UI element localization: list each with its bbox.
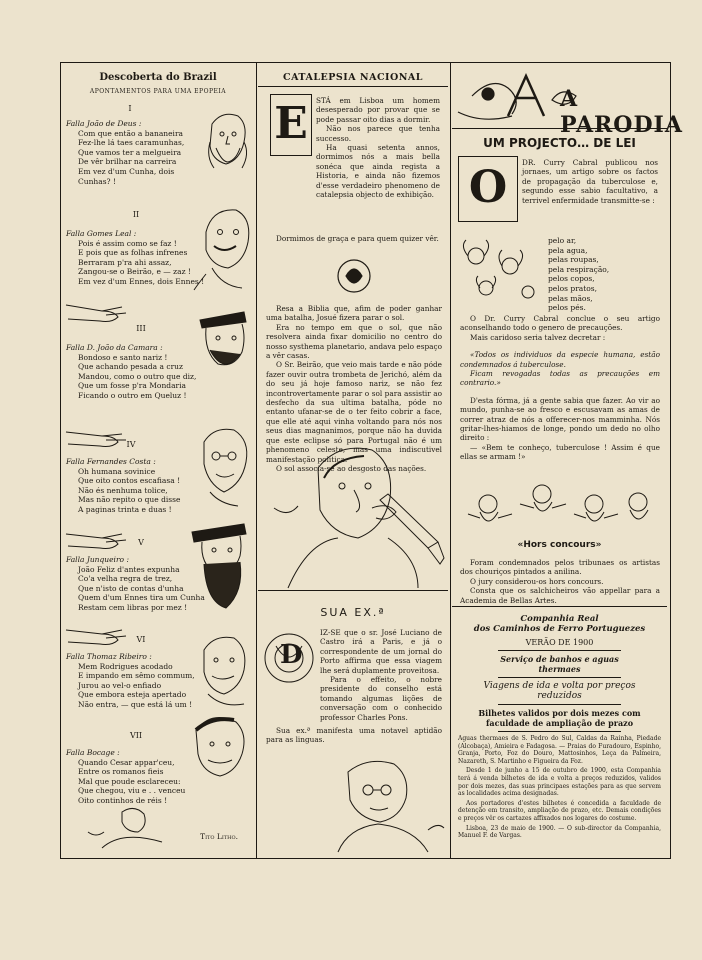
stanza-number: II — [132, 210, 140, 219]
verse-line: Restam cem libras por mez ! — [78, 602, 188, 612]
stanza-1 — [66, 104, 194, 186]
ad-text: Aos portadores d'estes bilhetes é concedida a faculdade de detenção em transito, ampliação de prazo, etc. Demais condições e preços vêr os cartazes affixados nos logares do costume. — [458, 799, 661, 822]
verse-line: Em vez d'um Cunha, dois Cunhas? ! — [78, 166, 175, 186]
list-item: pelos pés. — [548, 303, 586, 313]
verse-line: Que chegou, viu e . . venceu — [78, 786, 186, 796]
verse-line: Mas não repito o que disse — [78, 495, 181, 505]
verse-line: Zangou-se o Beirão, e — zaz ! — [78, 267, 191, 277]
column-descoberta — [62, 62, 254, 857]
stanza-speaker: Falla Fernandes Costa : — [66, 457, 156, 466]
article-intro — [316, 96, 440, 199]
dropcap: D — [280, 640, 303, 670]
verse-line: Co'a velha regra de trez, — [78, 574, 173, 584]
ad-text: Lisboa, 23 de maio de 1900. — O sub-director da Companhia, Manuel F. de Vargas. — [458, 824, 661, 840]
list-item: pela respiração, — [548, 264, 610, 274]
dropcap-frame — [270, 94, 312, 156]
pointing-hand-icon — [62, 422, 132, 452]
list-item: pela agua, — [548, 245, 588, 255]
paragraph: O Sr. Beirão, que veio mais tarde e não póde fazer ouvir outra trombeta de Jerichó, além da do seu já hoje famoso nariz, se não fez incontrovertamente parar o sol para assistir ao desfecho da sua ultima batalha, póde no entanto ufanar-se de o ter feito cobrir a face, que elle até aqui vinha voltando para nós nos seus dias magnanimos, porque não ha duvida que este eclipse só para Portugal não é um phenomeno celeste, mas uma indiscutivel manifestação politica. — [266, 360, 442, 464]
decree-text: «Todos os individuos da especie humana, estão condemnados á tuberculose. — [460, 350, 660, 369]
hors-concours-body — [460, 558, 660, 605]
list-item: pelo ar, — [548, 236, 577, 245]
pointing-hand-icon — [62, 620, 132, 650]
caricature-man-with-trumpet — [268, 438, 444, 588]
verse-line: Que vamos ter a melgueira — [78, 147, 182, 157]
projecto-body — [460, 314, 660, 462]
column-catalepsia — [258, 62, 448, 857]
list-item: pelas roupas, — [548, 255, 599, 265]
verse-line: Mal que poude esclareceu: — [78, 776, 181, 786]
verse-line: Ficando o outro em Queluz ! — [78, 390, 187, 400]
stanza-2 — [66, 210, 206, 287]
article-body-1 — [266, 234, 442, 243]
dropcap: E — [274, 98, 308, 149]
article-title: CATALEPSIA NACIONAL — [283, 72, 423, 83]
masthead-rule — [452, 128, 667, 129]
verse-line: Quando Cesar appar'ceu, — [78, 757, 175, 767]
section-rule — [258, 590, 448, 591]
caricature-fernandes-costa — [190, 422, 254, 512]
caricature-gomes-leal — [192, 202, 254, 292]
stanza-speaker: Falla Gomes Leal : — [66, 229, 137, 238]
ad-divider — [498, 704, 621, 705]
verse-line: Entre os romanos fieis — [78, 767, 164, 777]
ad-trips: Viagens de ida e volta por preços reduzidos — [483, 681, 636, 701]
ad-text: Desde 1 de junho a 15 de outubro de 1900, esta Companhia terá á venda bilhetes de ida e volta a preços reduzidos, validos por dois mezes, das suas principaes estações para as que servem as localidades acima designadas. — [458, 767, 661, 798]
verse-line: Oito continhos de réis ! — [78, 795, 168, 805]
column-parodia — [452, 62, 683, 857]
sua-ex-body — [266, 726, 442, 745]
ad-text: Aguas thermaes de S. Pedro do Sul, Caldas da Rainha, Piedade (Alcobaça), Amieira e Fadagosa. — Praias do Furadouro, Espinho, Granja, Porto, Foz do Douro, Mattosinhos, Leça da Palmeira, Nazareth, S. Martinho e Figueira da Foz. — [458, 735, 661, 765]
dropcap-frame — [458, 156, 518, 222]
verse-line: Jurou ao vel-o enfiado — [78, 680, 162, 690]
verse-line: Que embora esteja apertado — [78, 690, 187, 700]
verse-line: Berraram p'ra ahi assaz, — [78, 257, 172, 267]
verse-line: Não és nenhuma tolice, — [78, 485, 168, 495]
caricature-junqueiro — [186, 512, 254, 612]
caricature-joao-da-camara — [190, 302, 254, 392]
verse-line: Que achando pesada a cruz — [78, 362, 183, 372]
stanza-speaker: Falla Bocage : — [66, 748, 120, 757]
title-rule — [258, 86, 448, 87]
stanza-number: VI — [136, 635, 146, 644]
ad-title: Companhia Real — [520, 614, 599, 624]
caricature-thomaz-ribeiro — [188, 628, 254, 714]
dropcap: O — [468, 162, 508, 213]
verse-line: E pois que as folhas infrenes — [78, 248, 188, 258]
section-title: «Hors concours» — [517, 540, 602, 550]
stanza-speaker: Falla D. João da Camara : — [66, 343, 163, 352]
article-title: Descoberta do Brazil — [99, 72, 217, 83]
paragraph: O jury considerou-os hors concours. — [470, 576, 604, 586]
verse-line: Que um fosse p'ra Mondaria — [78, 381, 186, 391]
list-item: pelas mãos, — [548, 293, 593, 303]
ornament-icon — [336, 258, 372, 294]
stanza-speaker: Falla Junqueiro : — [66, 555, 129, 564]
list-item: pelos pratos, — [548, 283, 598, 293]
stanza-speaker: Falla Thomaz Ribeiro : — [66, 652, 152, 661]
paragraph: Para o effeito, o nobre presidente do conselho está tomando algumas lições de conversação com o conhecido professor Charles Pons. — [320, 675, 442, 722]
ad-rule — [452, 606, 667, 607]
paragraph: O Dr. Curry Cabral conclue o seu artigo aconselhando todo o genero de precauções. — [460, 314, 660, 333]
verse-line: Não entra, — que está lá um ! — [78, 699, 193, 709]
stanza-number: VII — [129, 731, 143, 740]
paragraph: Resa a Biblia que, afim de poder ganhar uma batalha, Josué fizera parar o sol. — [266, 304, 442, 323]
verse-line: A paginas trinta e duas ! — [78, 504, 172, 514]
paragraph: D'esta fórma, já a gente sabia que fazer. Ao vir ao mundo, punha-se ao fresco e escusavam as amas de correr atraz de nós a offerecer-nos mamminha. Nós gritar-lhes-hiamos de longe, pondo um dedo no olho direito : — [460, 395, 660, 443]
verse-line: Mem Rodrigues acodado — [78, 661, 173, 671]
signature: Tito Litho. — [200, 832, 238, 841]
ad-divider — [498, 650, 621, 651]
paragraph: — «Bem te conheço, tuberculose ! Assim é que ellas se armam !» — [460, 442, 660, 462]
verse-line: Bondoso e santo nariz ! — [78, 352, 168, 362]
verse-line: Em vez d'um Ennes, dois Ennes ! — [78, 276, 205, 286]
paragraph: Sua ex.ª manifesta uma notavel aptidão para as linguas. — [266, 726, 442, 745]
verse-line: João Feliz d'antes expunha — [78, 564, 180, 574]
paragraph: O sol associa-se ao desgosto das nações. — [276, 463, 427, 473]
ad-title: dos Caminhos de Ferro Portuguezes — [473, 624, 646, 634]
section-title: SUA EX.ª — [320, 606, 386, 619]
railway-advertisement — [458, 614, 661, 840]
article-title: UM PROJECTO… DE LEI — [483, 136, 636, 150]
caricature-bocage — [182, 710, 254, 790]
ad-divider — [498, 677, 621, 678]
caricature-man-with-glasses — [318, 752, 448, 852]
paragraph: Mais caridoso seria talvez decretar : — [470, 332, 606, 342]
verse-line: E impando em sêmo commum, — [78, 671, 195, 681]
paragraph: Dormimos de graça e para quem quizer vêr. — [276, 234, 439, 243]
verse-line: Que oito contos escafiasa ! — [78, 476, 181, 486]
ad-divider — [498, 731, 621, 732]
flying-microbes-illustration — [456, 236, 544, 306]
ad-tickets: Bilhetes validos por dois mezes com faculdade de ampliação de prazo — [478, 708, 641, 728]
paragraph: DR. Curry Cabral publicou nos jornaes, um artigo sobre os factos de propagação da tuberculose e, segundo esse sabio facultativo, a terrivel enfermidade transmitte-se : — [522, 158, 658, 205]
caricature-small-figure — [82, 802, 182, 852]
verse-line: Que n'isto de contas d'unha — [78, 583, 184, 593]
verse-line: Oh humana sovinice — [78, 466, 156, 476]
article-subtitle: APONTAMENTOS PARA UMA EPOPEIA — [89, 88, 227, 95]
stanza-speaker: Falla João de Deus : — [66, 119, 142, 128]
verse-line: Fez-lhe lá taes caramunhas, — [78, 138, 185, 148]
paragraph: Foram condemnados pelos tribunaes os artistas dos chouriços pintados a anilina. — [460, 558, 660, 577]
stanza-number: III — [136, 324, 146, 333]
pointing-hand-icon — [62, 297, 132, 327]
sua-ex-intro — [320, 628, 442, 722]
pointing-hand-icon — [62, 524, 132, 554]
paragraph: STÁ em Lisboa um homem desesperado por provar que se pode passar oito dias a dormir. — [316, 96, 440, 124]
dropcap-frame — [262, 628, 316, 688]
caricature-joao-de-deus — [192, 102, 254, 172]
paragraph: IZ-SE que o sr. José Luciano de Castro irá a Paris, e já o correspondente de um jornal do Porto affirma que essa viagem lhe será duplamente proveitosa. — [320, 628, 442, 675]
masthead-title: A PARODIA — [560, 86, 683, 138]
paragraph: Era no tempo em que o sol, que não resolvera ainda fixar domicilio no centro do nosso systhema planetario, andava pelo espaço a vêr casas. — [266, 322, 442, 361]
paragraph: Consta que os salchicheiros vão appellar para a Academia de Bellas Artes. — [460, 586, 660, 605]
stanza-number: IV — [126, 440, 136, 449]
ad-service: Serviço de banhos e aguas thermaes — [500, 654, 619, 674]
column-rule-2 — [450, 62, 451, 859]
stanza-number: V — [138, 538, 144, 547]
verse-line: Com que então a bananeira — [78, 128, 184, 138]
stanza-number: I — [128, 104, 132, 113]
paragraph: Não nos parece que tenha successo. — [316, 124, 440, 143]
verse-line: De vêr brilhar na carreira — [78, 157, 177, 167]
masthead — [452, 66, 683, 138]
paragraph: Ha quasi setenta annos, dormimos nós a mais bella sonéca que ainda regista a Historia, e ainda não fizemos d'esse verdadeiro phenomeno de catalepsia objecto de exhibição. — [316, 143, 440, 200]
ad-season: VERÃO DE 1900 — [525, 638, 594, 647]
decree-text: Ficam revogadas todas as precauções em contrario.» — [460, 369, 660, 388]
verse-line: Quem d'um Ennes tira um Cunha — [78, 593, 205, 603]
projecto-intro — [522, 158, 658, 205]
column-rule-1 — [256, 62, 257, 859]
verse-line: Pois é assim como se faz ! — [78, 238, 177, 248]
verse-line: Mandou, como o outro que diz, — [78, 371, 197, 381]
list-item: pelos copos, — [548, 274, 595, 284]
transmission-list — [548, 236, 658, 313]
